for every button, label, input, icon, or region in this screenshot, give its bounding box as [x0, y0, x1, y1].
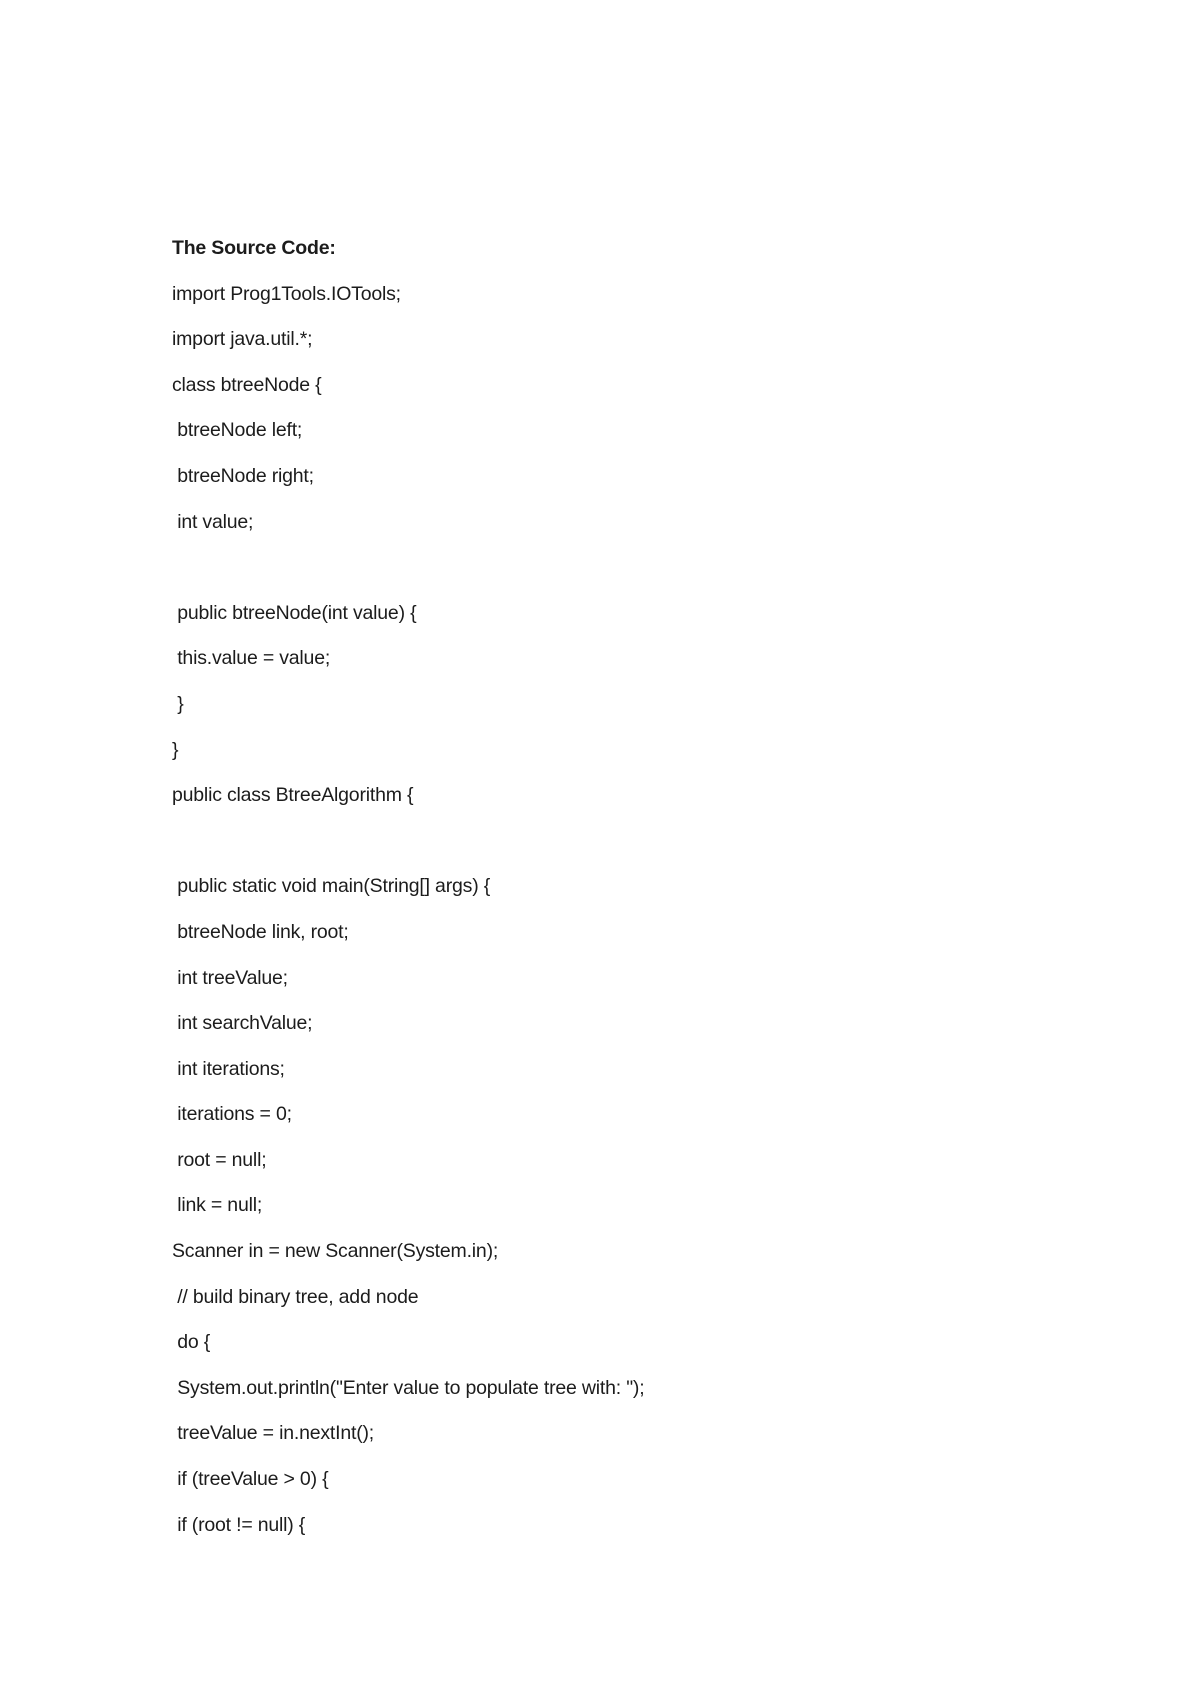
code-line: public class BtreeAlgorithm {	[172, 784, 414, 807]
code-line: class btreeNode {	[172, 373, 322, 396]
code-line: btreeNode link, root;	[172, 920, 349, 943]
code-line: link = null;	[172, 1194, 263, 1217]
code-line: int treeValue;	[172, 966, 288, 989]
code-line: System.out.println("Enter value to populate tree with: ");	[172, 1376, 645, 1399]
code-line: root = null;	[172, 1148, 267, 1171]
code-line: iterations = 0;	[172, 1103, 292, 1126]
code-line: int searchValue;	[172, 1012, 313, 1035]
code-line: // build binary tree, add node	[172, 1285, 419, 1308]
code-line: int iterations;	[172, 1057, 285, 1080]
code-line: Scanner in = new Scanner(System.in);	[172, 1240, 499, 1263]
code-line: import java.util.*;	[172, 328, 313, 351]
code-line	[172, 553, 1072, 599]
section-heading: The Source Code:	[172, 237, 336, 259]
document-body	[172, 234, 1072, 1556]
code-line	[172, 827, 1072, 873]
code-line: btreeNode right;	[172, 464, 314, 487]
code-line: btreeNode left;	[172, 419, 303, 442]
code-line: }	[172, 738, 179, 761]
source-code-listing	[172, 280, 1072, 1557]
code-line: import Prog1Tools.IOTools;	[172, 282, 401, 305]
code-line: do {	[172, 1331, 211, 1354]
code-line: this.value = value;	[172, 647, 331, 670]
code-line: if (treeValue > 0) {	[172, 1468, 329, 1491]
code-line: public static void main(String[] args) {	[172, 875, 491, 898]
code-line: }	[172, 692, 184, 715]
code-line: public btreeNode(int value) {	[172, 601, 417, 624]
code-line: int value;	[172, 510, 254, 533]
code-line: treeValue = in.nextInt();	[172, 1422, 375, 1445]
code-line: if (root != null) {	[172, 1513, 306, 1536]
